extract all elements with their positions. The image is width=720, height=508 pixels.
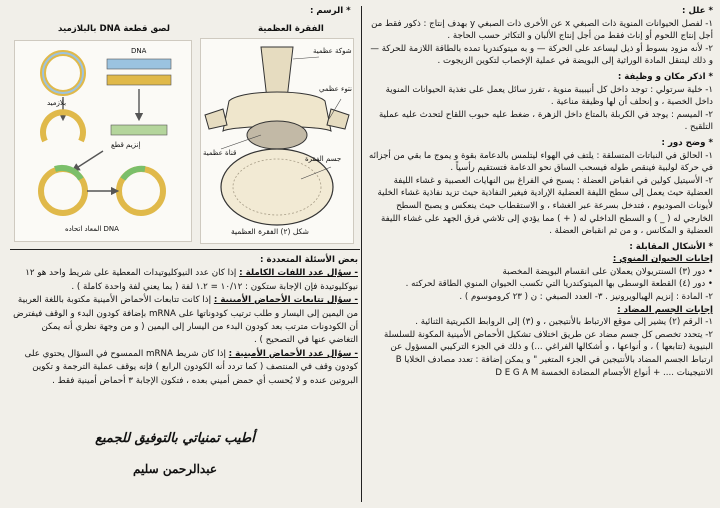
- sperm-item: ٢- المادة : إنزيم الهيالويرونيز . ٣- العدد الصبغي : ن ( ٢٣ كروموسوم ) .: [459, 292, 713, 303]
- drawings-title: * الرسم :: [310, 6, 351, 16]
- right-column: [367, 4, 713, 504]
- vertebra-figure: [200, 38, 354, 244]
- dna-label: بلازميد: [47, 99, 67, 107]
- explain-section: [367, 5, 713, 68]
- question-label: - سؤال عدد الأحماض الأمينية :: [228, 348, 358, 359]
- question-text: إذا كان شريط mRNA الممسوح في السؤال يحتوي على كودون وقف في المنتصف ( كما تردد أنه الكودون الرابع ) فإنه يوقف عملية الترجمة و تكوين البروتين عنده و لا يُحسب أي حمض أميني بعده ، فتكون الإجابة ٣ أحماض أمينية فقط .: [24, 348, 358, 386]
- multiple-questions-title: بعض الأسئلة المتعددة :: [259, 255, 358, 265]
- signature-wishes: أطيب تمنياتي بالتوفيق للجميع: [95, 431, 255, 446]
- signature-name: عبدالرحمن سليم: [133, 462, 217, 476]
- sperm-item: • دور (٤) القطعة الوسطى بها الميتوكندريا التي تكسب الحيوان المنوي الطاقة لحركته .: [405, 279, 713, 290]
- compare-title: * الأشكال المقابلة :: [629, 241, 713, 252]
- question-item: [12, 348, 358, 388]
- compare-section: [367, 241, 713, 380]
- clarify-item: ٢- الأسيتيل كولين في انقباض العضلة : يسبح في الفراغ بين النهايات العصبية و غشاء الليفة العضلية حيث يعمل إلى سطح الليفة العضلية الإرادية فيغير النفاذية حيث تزيد نفاذية غشاء الخلية لأيونات الصوديوم ، فتدخل بسرعة عبر الغشاء ، و الاستقطاب حيث ينعكس و يصبح السطح الخارجي له ( _ ) و السطح الداخلي له ( + ) مما يؤدي إلى تلاشي فرق الجهد على غشاء الليفة العضلية و المكانس ، و من ثم انقباض العضلة .: [377, 175, 713, 237]
- dna-label: إنزيم قطع: [111, 141, 141, 149]
- section-divider: [10, 249, 360, 250]
- dna-plasmid-drawing: [15, 41, 191, 241]
- explain-title: * علل :: [682, 6, 713, 16]
- antibody-item: ١- الرقم (٢) يشير إلى موقع الارتباط بالأنتيجين ، و (٣) إلى الروابط الكبريتية الثنائية .: [415, 317, 713, 328]
- location-section: [367, 71, 713, 134]
- clarify-title: * وضح دور :: [661, 137, 713, 148]
- location-item: ٢- الميسم : يوجد في الكربلة بالمتاع داخل الزهرة ، ضغط عليه حبوب اللقاح لتحدث عليه عملية التلقيح .: [378, 109, 713, 133]
- location-item: ١- خلية سرتولي : توجد داخل كل أنيبيبة منوية ، تفرز سائل يعمل على تغذية الحيوانات المنوية داخل الخصية ، و إنحلف أن لها وظيفة مناعية .: [385, 84, 713, 108]
- explain-item: ١- لفصل الحيوانات المنوية ذات الصبغي x عن الأخرى ذات الصبغي y بهدف إنتاج : ذكور فقط من أجل إنتاج اللحوم أو إناث فقط من أجل إنتاج الألبان و التكاثر حسب الحاجة .: [371, 18, 713, 42]
- dna-label: DNA المعاد اتحاده: [65, 225, 119, 233]
- question-label: - سؤال عدد اللفات الكاملة :: [239, 268, 358, 279]
- question-label: - سؤال تتابعات الأحماض الأمينية :: [213, 295, 358, 306]
- clarify-section: [367, 137, 713, 238]
- clarify-item: ١- الحالق في النباتات المتسلقة : يلتف في الهواء ليتلمس بالدعامة بقوة و يموج ما بقي من أجزائه في حركة لولبية فينقص طوله فيسحب الساق نحو الدعامة فتستقيم رأسياً .: [368, 150, 713, 174]
- question-text: إذا كانت تتابعات الأحماض الأمينية مكتوبة باللغة العربية من اليمين إلى اليسار و طلب ترتيب كودوناتها على mRNA بإضافة كودون البدء و الوقف فيفترض أن الكودونات مترتب بعد كودون البدء من اليسار إلى اليمين ( و من وجهة نظري أنه يمكن التغاضي عنها في التصحيح ) .: [13, 295, 358, 346]
- vertebra-label: نتوء عظمي: [319, 85, 352, 93]
- vertebra-caption: شكل (٢) الفقرة العظمية: [231, 227, 309, 236]
- vertebra-title: الفقرة العظمية: [258, 24, 324, 34]
- vertebra-drawing: [201, 39, 353, 243]
- dna-label: DNA: [131, 47, 147, 55]
- sperm-heading: إجابات الحيوان المنوي :: [612, 254, 713, 265]
- vertebra-label: جسم الفقرة: [305, 155, 342, 163]
- dna-plasmid-figure: [14, 40, 192, 242]
- antibody-item: ٢- يتحدد تخصص كل جسم مضاد عن طريق اختلاف تشكيل الأحماض الأمينية المكونة للسلسلة البنيوية (تتابعها ) ، و أنواعها ، و أشكالها الفراغي ...) و ذلك في الجزء التركيبي المسؤول عن ارتباط الجسم المضاد بالأنتيجين في الجزء المتغير " و يمكن إضافة : تعدد مصادف الخلايا B الانتيجينات .... + أنواع الأجسام المضادة الخمسة D E G A M: [384, 329, 713, 378]
- explain-item: ٢- لأنه مزود بسوط أو ذيل ليساعد على الحركة — و به ميتوكندريا تمده بالطاقة اللازمة للحركة — و ذلك ليتنقل المادة الوراثية إلى البويضة في عملية الإخصاب لتكوين الزيجوت .: [370, 43, 713, 67]
- question-text: إذا كان عدد النيوكليوتيدات المعطية على شريط واحد هو ١٢ نيوكليوتيدة فإن الإجابة ستكون : ١٠/١٢ = ١.٢ لفة ( بما يعني لفة واحدة كاملة ) .: [25, 268, 358, 292]
- sperm-item: • دور (٣) السنتريولان يعملان على انقسام البويضة المخصبة: [502, 266, 713, 277]
- vertebra-label: قناة عظمية: [203, 149, 237, 157]
- vertebra-label: شوكة عظمية: [313, 47, 352, 55]
- antibody-heading: إجابات الجسم المضاد :: [617, 304, 713, 315]
- question-item: [12, 294, 358, 348]
- question-item: [12, 267, 358, 294]
- dna-title: لصق قطعة DNA بالبلازميد: [58, 24, 170, 34]
- location-title: * اذكر مكان و وظيفة :: [617, 71, 713, 82]
- column-divider: [361, 6, 362, 502]
